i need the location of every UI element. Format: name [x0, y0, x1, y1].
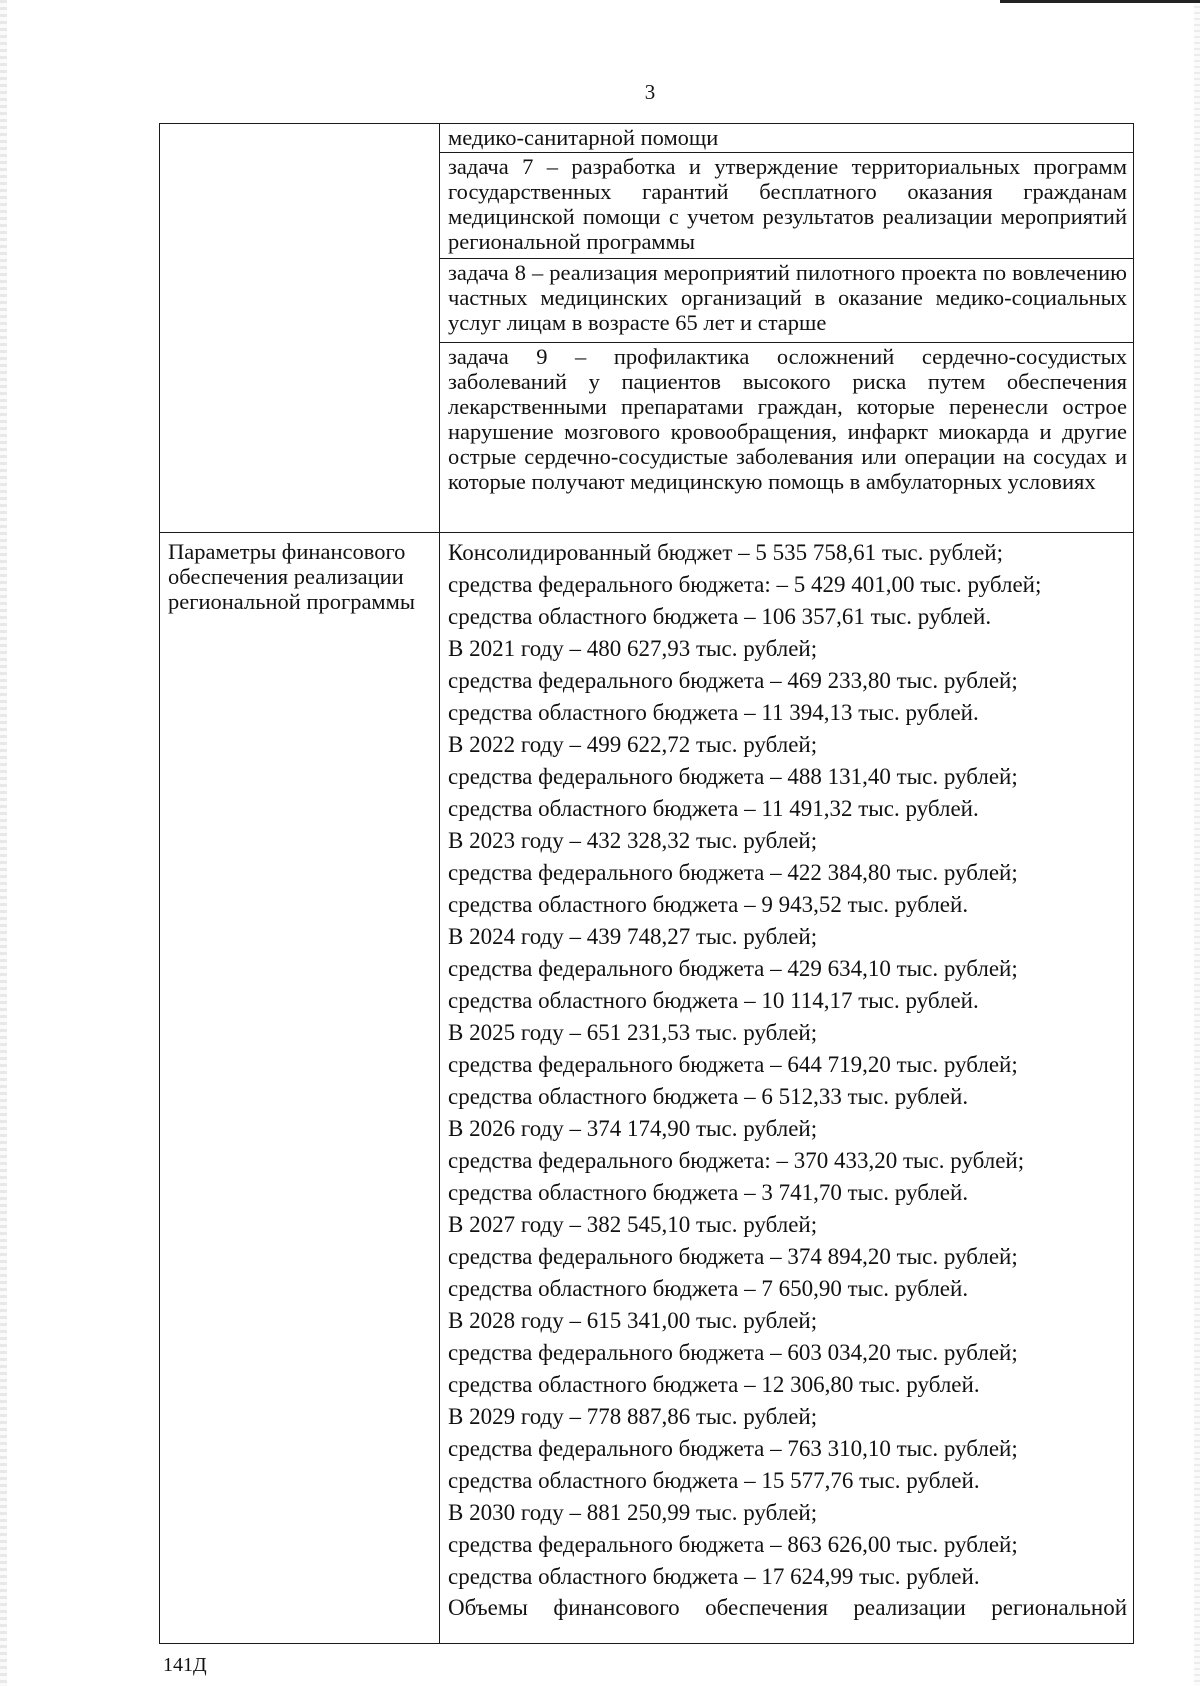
finance-line: средства областного бюджета – 10 114,17 тыс. рублей.: [448, 988, 979, 1013]
finance-line: В 2023 году – 432 328,32 тыс. рублей;: [448, 828, 818, 853]
finance-line: средства областного бюджета – 7 650,90 тыс. рублей.: [448, 1276, 969, 1301]
finance-line: средства федерального бюджета – 488 131,40 тыс. рублей;: [448, 764, 1018, 789]
finance-line: Консолидированный бюджет – 5 535 758,61 тыс. рублей;: [448, 540, 1003, 565]
finance-line: средства федерального бюджета – 469 233,80 тыс. рублей;: [448, 668, 1018, 693]
finance-line: средства федерального бюджета: – 370 433,20 тыс. рублей;: [448, 1148, 1025, 1173]
finance-line: В 2026 году – 374 174,90 тыс. рублей;: [448, 1116, 818, 1141]
task-9-cell: задача 9 – профилактика осложнений сердечно-сосудистых заболеваний у пациентов высокого риска путем обеспечения лекарственными препаратами граждан, которые перенесли острое нарушение мозгового кровообращения, инфаркт миокарда и другие острые сердечно-сосудистые заболевания или операции на сосудах и которые получают медицинскую помощь в амбулаторных условиях: [440, 343, 1134, 533]
finance-line: В 2028 году – 615 341,00 тыс. рублей;: [448, 1308, 818, 1333]
finance-line: В 2024 году – 439 748,27 тыс. рублей;: [448, 924, 818, 949]
finance-line: средства федерального бюджета – 422 384,80 тыс. рублей;: [448, 860, 1018, 885]
finance-line: В 2027 году – 382 545,10 тыс. рублей;: [448, 1212, 818, 1237]
table-row: [160, 124, 1134, 153]
finance-line: средства областного бюджета – 6 512,33 тыс. рублей.: [448, 1084, 969, 1109]
task-7-cell: задача 7 – разработка и утверждение территориальных программ государственных гарантий бесплатного оказания гражданам медицинской помощи с учетом результатов реализации мероприятий региональной программы: [440, 153, 1134, 259]
task-8-cell: задача 8 – реализация мероприятий пилотного проекта по вовлечению частных медицинских организаций в оказание медико-социальных услуг лицам в возрасте 65 лет и старше: [440, 259, 1134, 343]
finance-final-line: Объемы финансового обеспечения реализации региональной: [448, 1595, 1127, 1620]
empty-label-cell: [160, 124, 440, 533]
finance-line: средства федерального бюджета – 603 034,20 тыс. рублей;: [448, 1340, 1018, 1365]
scan-edge-left: [0, 0, 7, 1686]
scan-top-line: [1000, 0, 1200, 3]
finance-line: В 2025 году – 651 231,53 тыс. рублей;: [448, 1020, 818, 1045]
finance-line: средства областного бюджета – 106 357,61 тыс. рублей.: [448, 604, 992, 629]
finance-line: средства федерального бюджета – 644 719,20 тыс. рублей;: [448, 1052, 1018, 1077]
finance-lines-list: [448, 537, 1127, 1593]
finance-line: средства федерального бюджета: – 5 429 401,00 тыс. рублей;: [448, 572, 1042, 597]
finance-line: средства областного бюджета – 3 741,70 тыс. рублей.: [448, 1180, 969, 1205]
program-passport-table: [159, 123, 1134, 1644]
document-code: 141Д: [163, 1654, 207, 1676]
finance-line: средства федерального бюджета – 863 626,00 тыс. рублей;: [448, 1532, 1018, 1557]
page-number: 3: [644, 80, 656, 104]
finance-parameters-label: Параметры финансового обеспечения реализации региональной программы: [160, 533, 440, 1644]
scan-edge-right: [1194, 0, 1200, 1686]
finance-line: средства областного бюджета – 17 624,99 тыс. рублей.: [448, 1564, 980, 1589]
finance-line: средства областного бюджета – 15 577,76 тыс. рублей.: [448, 1468, 980, 1493]
finance-line: В 2029 году – 778 887,86 тыс. рублей;: [448, 1404, 818, 1429]
finance-line: средства федерального бюджета – 429 634,10 тыс. рублей;: [448, 956, 1018, 981]
table-row: [160, 533, 1134, 1644]
finance-line: В 2030 году – 881 250,99 тыс. рублей;: [448, 1500, 818, 1525]
finance-line: средства областного бюджета – 11 394,13 тыс. рублей.: [448, 700, 979, 725]
finance-line: В 2022 году – 499 622,72 тыс. рублей;: [448, 732, 818, 757]
finance-line: средства федерального бюджета – 374 894,20 тыс. рублей;: [448, 1244, 1018, 1269]
finance-line: средства областного бюджета – 12 306,80 тыс. рублей.: [448, 1372, 980, 1397]
finance-parameters-cell: [440, 533, 1134, 1644]
finance-line: средства областного бюджета – 11 491,32 тыс. рублей.: [448, 796, 979, 821]
task-continuation-cell: медико-санитарной помощи: [440, 124, 1134, 153]
finance-line: средства федерального бюджета – 763 310,10 тыс. рублей;: [448, 1436, 1018, 1461]
finance-line: В 2021 году – 480 627,93 тыс. рублей;: [448, 636, 818, 661]
finance-line: средства областного бюджета – 9 943,52 тыс. рублей.: [448, 892, 969, 917]
